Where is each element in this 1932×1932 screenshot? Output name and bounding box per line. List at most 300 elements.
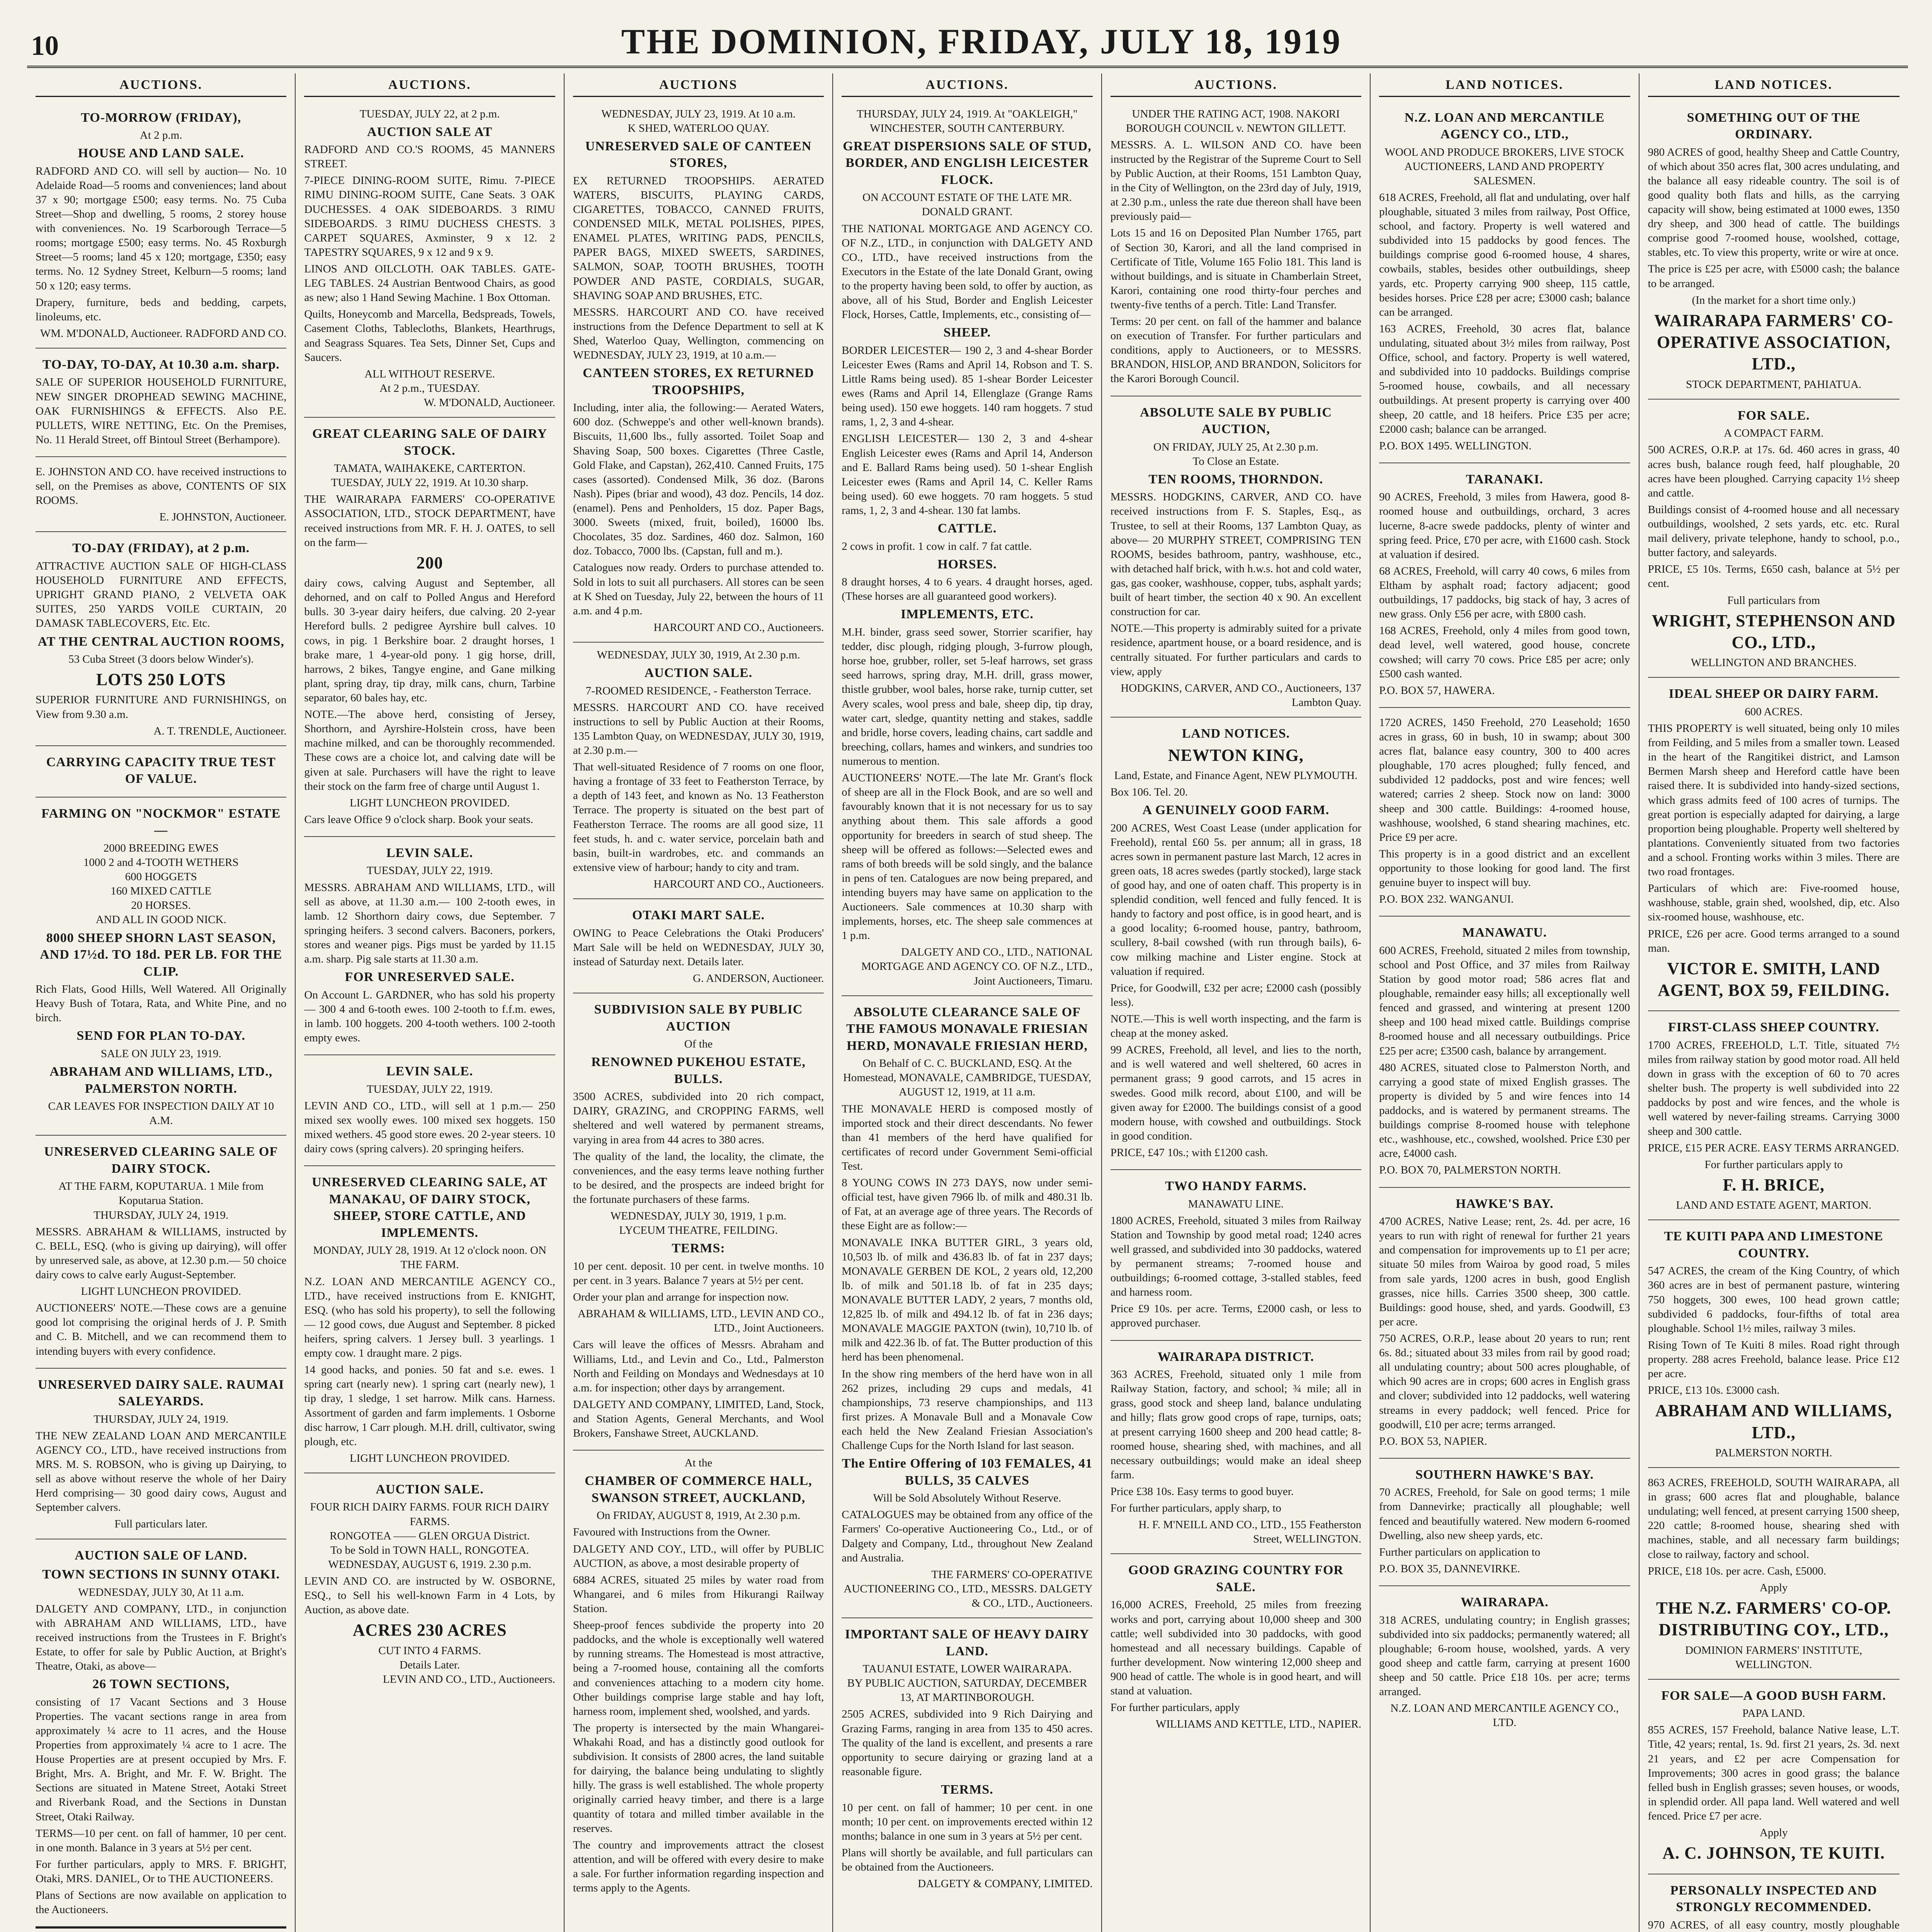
ad-headline: TO-DAY, TO-DAY, At 10.30 a.m. sharp. bbox=[42, 357, 280, 372]
ad-headline: Full particulars from bbox=[1727, 594, 1820, 607]
ad-body-text: 3500 ACRES, subdivided into 20 rich compact, DAIRY, GRAZING, and CROPPING FARMS, well sheltered and well watered by permanent streams, varying in area from 44 acres to 380 acres. bbox=[573, 1090, 824, 1146]
ad-headline: 20 HORSES. bbox=[131, 899, 191, 912]
ad-body-text: DALGETY AND COY., LTD., will offer by PUBLIC AUCTION, as above, a most desirable property of bbox=[573, 1543, 824, 1570]
ad-headline: THE N.Z. FARMERS' CO-OP. DISTRIBUTING COY., LTD., bbox=[1656, 1598, 1891, 1639]
ad-body-text: DALGETY AND COMPANY, LTD., in conjunction with ABRAHAM AND WILLIAMS, LTD., have received instructions from the Trustees in F. Bright's Estate, to offer for sale by Public Auction, at Bright's Theatre, Otaki, as above— bbox=[36, 1602, 287, 1673]
ad-headline: AT THE FARM, KOPUTARUA. 1 Mile from Koputarua Station. bbox=[58, 1180, 264, 1207]
ad-headline: THURSDAY, JULY 24, 1919. bbox=[94, 1209, 229, 1221]
ad-body-text: 618 ACRES, Freehold, all flat and undulating, over half ploughable, situated 3 miles from railway, Post Office, school, and factory. Property is well watered and subdivided into 15 paddocks by good fences. The buildings comprise good 6-roomed house, 4 shares, cowbails, stables, besides other outbuildings, sheep yards, etc. Property carrying 900 sheep, 115 cattle, besides horses. Price £28 per acre; £3000 cash; balance can be arranged. bbox=[1379, 191, 1630, 318]
advertisement bbox=[1111, 1554, 1361, 1738]
ad-headline: TO-DAY (FRIDAY), at 2 p.m. bbox=[72, 541, 250, 556]
ad-body-text: Lots 15 and 16 on Deposited Plan Number 1765, part of Section 30, Karori, and all the land comprised in Certificate of Title, Volume 165 Folio 181. This land is without buildings, and is situate in Chamberlain Street, Karori, containing one rood thirty-four perches and twenty-five tenths of a perch. Title: Land Transfer. bbox=[1110, 227, 1362, 311]
ad-body-text: dairy cows, calving August and September, all dehorned, and on calf to Polled Angus and Hereford bulls. 30 3-year dairy heifers, due calving. 20 2-year Hereford bulls. 2 pedigree Ayrshire bull calves. 10 cows, in pig. 1 Berkshire boar. 2 draught horses, 1 brake mare, 1 4-year-old pony. 1 gig horse, drill, harrows, 2 bikes, Tangye engine, and Gane milking plant, spring dray, tip dray, milk cans, churn, Tarbine separator, 60 bales hay, etc. bbox=[304, 577, 555, 704]
ad-headline: TERMS. bbox=[941, 1782, 993, 1797]
ad-body-text: P.O. BOX 57, HAWERA. bbox=[1379, 684, 1495, 697]
advertisement bbox=[304, 837, 555, 1055]
ad-body-text: SUPERIOR FURNITURE AND FURNISHINGS, on View from 9.30 a.m. bbox=[36, 694, 287, 721]
column-heading: AUCTIONS. bbox=[1111, 73, 1361, 97]
ad-headline: WELLINGTON AND BRANCHES. bbox=[1690, 656, 1857, 669]
ad-headline: OTAKI MART SALE. bbox=[632, 908, 765, 923]
ad-headline: FOR SALE. bbox=[1737, 408, 1810, 423]
ad-body-text: P.O. BOX 1495. WELLINGTON. bbox=[1379, 439, 1532, 452]
ad-body-text: PRICE, £18 10s. per acre. Cash, £5000. bbox=[1648, 1565, 1827, 1577]
ad-headline: ABSOLUTE CLEARANCE SALE OF THE FAMOUS MONAVALE FRIESIAN HERD, MONAVALE FRIESIAN HERD, bbox=[846, 1005, 1088, 1053]
ad-headline: Land, Estate, and Finance Agent, NEW PLYMOUTH. bbox=[1114, 769, 1358, 782]
ad-headline: CHAMBER OF COMMERCE HALL, SWANSON STREET, AUCKLAND, bbox=[585, 1474, 812, 1505]
ad-headline: MANAWATU. bbox=[1462, 925, 1547, 940]
ad-body-text: Particulars of which are: Five-roomed house, washhouse, stable, grain shed, woolshed, dip, etc. Also six-roomed house, washhouse, etc. bbox=[1648, 882, 1900, 923]
ad-headline: TUESDAY, JULY 22, 1919. At 10.30 sharp. bbox=[331, 476, 529, 489]
ad-headline: TE KUITI PAPA AND LIMESTONE COUNTRY. bbox=[1664, 1229, 1883, 1260]
column-4 bbox=[833, 73, 1102, 1932]
ad-headline: AUCTION SALE OF LAND. bbox=[75, 1548, 248, 1563]
ad-body-text: THE NATIONAL MORTGAGE AND AGENCY CO. OF N.Z., LTD., in conjunction with DALGETY AND CO., LTD., have received instructions from the Executors in the Estate of the late Donald Grant, owing to the property having been sold, to offer by auction, as above, all of his Stud, Border and English Leicester Flock, Horses, Cattle, Implements, etc., consisting of— bbox=[842, 222, 1093, 321]
ad-body-text: The property is intersected by the main Whangarei-Whakahi Road, and has a distinctly good outlook for subdivision. It consists of 2800 acres, the land suitable for dairying, the balance being undulating to slightly hilly. The grass is well established. The whole property originally carried heavy timber, and there is a large quantity of totara and milled timber available in the reserves. bbox=[573, 1721, 824, 1835]
advertisement bbox=[36, 1136, 286, 1368]
ad-headline: ABSOLUTE SALE BY PUBLIC AUCTION, bbox=[1139, 405, 1332, 437]
ad-headline: A GENUINELY GOOD FARM. bbox=[1142, 803, 1330, 818]
ad-headline: DOMINION FARMERS' INSTITUTE, WELLINGTON. bbox=[1685, 1644, 1862, 1671]
advertisement bbox=[36, 1369, 286, 1539]
ad-headline: To Close an Estate. bbox=[1192, 455, 1279, 468]
ad-headline: SOUTHERN HAWKE'S BAY. bbox=[1415, 1467, 1594, 1482]
ad-headline: ALL WITHOUT RESERVE. bbox=[364, 367, 495, 380]
ad-body-text: E. JOHNSTON AND CO. have received instructions to sell, on the Premises as above, CONTENTS OF SIX ROOMS. bbox=[36, 466, 287, 507]
advertisement bbox=[573, 899, 824, 993]
ad-body-text: 1720 ACRES, 1450 Freehold, 270 Leasehold; 1650 acres in grass, 60 in bush, 10 in swamp; about 300 acres flat, balance easy country, 300 to 400 acres ploughable, 170 acres ploughed; fully fenced, and subdivided 12 paddocks, post and wire fences; well watered; carries 2 sheep. Stock now on land: 3000 sheep and 300 cattle. Buildings: 4-roomed house, washhouse, woolshed, 6 stand shearing machines, etc. Price £9 per acre. bbox=[1379, 716, 1630, 844]
ad-body-text: LINOS AND OILCLOTH. OAK TABLES. GATE-LEG TABLES. 24 Austrian Bentwood Chairs, as good as new; also 1 Hand Sewing Machine. 1 Box Ottoman. bbox=[304, 263, 555, 304]
ad-body-text: NOTE.—The above herd, consisting of Jersey, Shorthorn, and Ayrshire-Holstein cross, have been machine milked, and can be thoroughly recommended. These cows are a choice lot, and calving date will be given at sale. Purchasers will have the right to leave their stock on the farm free of charge until August 1. bbox=[304, 708, 555, 793]
ad-headline: BY PUBLIC AUCTION, SATURDAY, DECEMBER 13, AT MARTINBOROUGH. bbox=[847, 1677, 1087, 1704]
ad-body-text: On Account L. GARDNER, who has sold his property— 300 4 and 6-tooth ewes. 100 2-tooth to f.f.m. ewes, in lamb. 100 hoggets. 200 4-tooth wethers. 100 2-tooth empty ewes. bbox=[304, 988, 555, 1044]
ad-headline: A COMPACT FARM. bbox=[1724, 427, 1824, 440]
ad-headline: FOR SALE—A GOOD BUSH FARM. bbox=[1661, 1688, 1886, 1703]
ad-signature: HODGKINS, CARVER, AND CO., Auctioneers, 137 Lambton Quay. bbox=[1121, 682, 1362, 709]
column-footer-notice bbox=[36, 1927, 286, 1932]
ad-headline: WEDNESDAY, JULY 30, At 11 a.m. bbox=[78, 1586, 244, 1599]
ad-body-text: Order your plan and arrange for inspection now. bbox=[573, 1291, 789, 1304]
ad-headline: TAUANUI ESTATE, LOWER WAIRARAPA. bbox=[862, 1663, 1072, 1675]
ad-body-text: 6884 ACRES, situated 25 miles by water road from Whangarei, and 6 miles from Hikurangi Railway Station. bbox=[573, 1573, 824, 1615]
ad-headline: FOR UNRESERVED SALE. bbox=[345, 970, 515, 985]
column-heading: AUCTIONS. bbox=[36, 73, 286, 97]
ad-body-text: In the show ring members of the herd have won in all 262 prizes, including 29 cups and medals, 41 championships, 73 reserve championships, and 113 first prizes. A Monavale Bull and a Monavale Cow each held the New Zealand Friesian Association's Challenge Cups for the North Island for last season. bbox=[842, 1367, 1093, 1452]
advertisement bbox=[304, 1055, 555, 1166]
ad-body-text: The quality of the land, the locality, the climate, the conveniences, and the easy terms leave nothing further to be desired, and the prospects are indeed bright for the fortunate purchasers of these farms. bbox=[573, 1150, 824, 1206]
ad-signature: G. ANDERSON, Auctioneer. bbox=[693, 972, 824, 985]
ad-body-text: Including, inter alia, the following:— Aerated Waters, 600 doz. (Schweppe's and other well-known brands). Biscuits, 11,600 lbs., fully assorted. Toilet Soap and Shaving Soap, 500 boxes. Cigarettes (Three Castle, Gold Flake, and Capstan), 262,410. Canned Fruits, 175 cases (assorted). Condensed Milk, 36 doz. (Barons Nash). Pipes (briar and wood), 43 doz. Pencils, 14 doz. (enamel). Pens and Penholders, 15 doz. Paper Bags, 3000. Sweets (mixed, fruit, boiled), 16000 lbs. Chocolates, 35 doz. Sardines, 460 doz. Salmon, 160 doz. Tobacco, 7000 lbs. (Capstan, full and m.). bbox=[573, 401, 824, 558]
ad-headline: TUESDAY, JULY 22, 1919. bbox=[366, 1083, 493, 1095]
ad-headline: At 2 p.m., TUESDAY. bbox=[379, 382, 480, 395]
ad-headline: 160 MIXED CATTLE bbox=[111, 885, 212, 898]
ad-headline: N.Z. LOAN AND MERCANTILE AGENCY CO., LTD., bbox=[1404, 110, 1605, 142]
ad-body-text: 2505 ACRES, subdivided into 9 Rich Dairying and Grazing Farms, ranging in area from 135 to 450 acres. The quality of the land is excellent, and presents a rare opportunity to secure dairying or grazing land at a reasonable figure. bbox=[842, 1708, 1093, 1778]
ad-headline: SUBDIVISION SALE BY PUBLIC AUCTION bbox=[594, 1002, 803, 1034]
ad-signature: ABRAHAM & WILLIAMS, LTD., LEVIN AND CO., LTD., Joint Auctioneers. bbox=[578, 1308, 824, 1335]
ad-body-text: Plans will shortly be available, and full particulars can be obtained from the Auctioneers. bbox=[842, 1846, 1093, 1873]
ad-headline: LOTS 250 LOTS bbox=[96, 670, 226, 689]
ad-body-text: 8 YOUNG COWS IN 273 DAYS, now under semi-official test, have given 7966 lb. of milk and 480.31 lb. of Fat, at an average age of three years. The Records of these Eight are as follow:— bbox=[842, 1177, 1093, 1232]
ad-headline: CANTEEN STORES, EX RETURNED TROOPSHIPS, bbox=[583, 366, 814, 397]
ad-headline: Details Later. bbox=[400, 1658, 460, 1671]
ad-headline: LAND NOTICES. bbox=[1182, 726, 1290, 741]
ad-headline: TEN ROOMS, THORNDON. bbox=[1148, 472, 1323, 486]
advertisement bbox=[1648, 1874, 1900, 1932]
ad-body-text: N.Z. LOAN AND MERCANTILE AGENCY CO., LTD., have received instructions from E. KNIGHT, ESQ. (who has sold his property), to sell the following— 12 good cows, due August and September. 8 picked heifers, spring calvers. 1 Jersey bull. 3 yearlings. 1 empty cow. 1 draught mare. 2 pigs. bbox=[304, 1275, 555, 1360]
column-6 bbox=[1371, 73, 1639, 1932]
ad-headline: GREAT DISPERSIONS SALE OF STUD, BORDER, AND ENGLISH LEICESTER FLOCK. bbox=[843, 139, 1092, 187]
ad-signature: WM. M'DONALD, Auctioneer. RADFORD AND CO. bbox=[40, 327, 287, 340]
ad-signature: HARCOURT AND CO., Auctioneers. bbox=[653, 878, 824, 891]
ad-body-text: RADFORD AND CO. will sell by auction— No. 10 Adelaide Road—5 rooms and conveniences; land about 37 x 90; mortgage £500; easy terms. No. 75 Cuba Street—Shop and dwelling, 5 rooms, 2 storey house with conveniences. No. 19 Scarborough Terrace—5 rooms; mortgage £500; easy terms. No. 45 Roxburgh Street—5 rooms; land 45 x 120; mortgage, £350; easy terms. No. 12 Sydney Street, Kelburn—5 rooms; land 50 x 120; easy terms. bbox=[36, 165, 287, 292]
ad-headline: 1000 2 and 4-TOOTH WETHERS bbox=[83, 856, 239, 869]
ad-headline: IMPLEMENTS, ETC. bbox=[901, 607, 1034, 622]
advertisement bbox=[36, 746, 286, 798]
ad-body-text: 600 ACRES, Freehold, situated 2 miles from township, school and Post Office, and 37 miles from Railway Station by good motor road; 586 acres flat and ploughable, remainder easy hills; all exceptionally well fenced and grassed, and wintering at present 1200 sheep and 100 head mixed cattle. Buildings comprise 8-roomed house and all necessary outbuildings. Price £25 per acre; £3500 cash, balance by arrangement. bbox=[1379, 944, 1630, 1057]
ad-body-text: 200 ACRES, West Coast Lease (under application for Freehold), rental £60 5s. per annum; all in grass, 18 acres sown in permanent pasture last March, 12 acres in green oats, 18 acres swedes (partly stocked), large stack of good hay, and one of oaten chaff. This property is in splendid condition, well fenced and fully fenced. It is handy to factory and post office, is in good heart, and is a good locality; 6-roomed house, pantry, bathroom, scullery, 8-bail cowshed (with run through bails), 6-cow milking machine and Lister engine. Stock at valuation if required. bbox=[1110, 821, 1362, 978]
column-7 bbox=[1639, 73, 1908, 1932]
ad-signature: W. M'DONALD, Auctioneer. bbox=[423, 396, 555, 409]
ad-body-text: MESSRS. ABRAHAM AND WILLIAMS, LTD., will sell as above, at 11.30 a.m.— 100 2-tooth ewes, in lamb. 12 Shorthorn dairy cows, due September. 7 springing heifers. 3 second calvers. Baconers, porkers, stores and weaner pigs. Pigs must be yarded by 11.15 a.m. sharp. Pig sale starts at 11.30 a.m. bbox=[304, 881, 555, 966]
advertisement bbox=[304, 418, 555, 837]
ad-headline: MONDAY, JULY 28, 1919. At 12 o'clock noon. ON THE FARM. bbox=[313, 1244, 547, 1271]
advertisement bbox=[1111, 396, 1361, 718]
column-5 bbox=[1102, 73, 1371, 1932]
ad-body-text: CATALOGUES may be obtained from any office of the Farmers' Co-operative Auctioneering Co., Ltd., or of Dalgety and Company, Ltd., throughout New Zealand and Australia. bbox=[842, 1509, 1093, 1564]
ad-body-text: Cars will leave the offices of Messrs. Abraham and Williams, Ltd., and Levin and Co., Ltd., Palmerston North and Feilding on Mondays and Wednesdays at 10 a.m. for inspection; other days by arrangement. bbox=[573, 1338, 824, 1394]
ad-headline: GOOD GRAZING COUNTRY FOR SALE. bbox=[1128, 1563, 1344, 1594]
ad-headline: RONGOTEA —— GLEN ORGUA District. bbox=[330, 1529, 530, 1542]
ad-headline: PERSONALLY INSPECTED AND STRONGLY RECOMMENDED. bbox=[1670, 1883, 1877, 1915]
advertisement bbox=[1379, 1586, 1630, 1737]
advertisement bbox=[36, 798, 286, 1136]
advertisement bbox=[842, 996, 1092, 1618]
ad-headline: To be Sold in TOWN HALL, RONGOTEA. WEDNESDAY, AUGUST 6, 1919. 2.30 p.m. bbox=[328, 1544, 531, 1571]
column-heading: LAND NOTICES. bbox=[1379, 73, 1630, 97]
ad-headline: THURSDAY, JULY 24, 1919. At "OAKLEIGH," WINCHESTER, SOUTH CANTERBURY. bbox=[857, 107, 1078, 134]
ad-body-text: 2 cows in profit. 1 cow in calf. 7 fat cattle. bbox=[842, 540, 1032, 553]
ad-headline: LEVIN SALE. bbox=[386, 1064, 473, 1079]
ad-headline: IDEAL SHEEP OR DAIRY FARM. bbox=[1668, 687, 1879, 701]
ad-headline: TUESDAY, JULY 22, 1919. bbox=[366, 864, 493, 877]
ad-headline: For further particulars apply to bbox=[1704, 1158, 1843, 1171]
advertisement bbox=[842, 1618, 1092, 1898]
ad-headline: 26 TOWN SECTIONS, bbox=[92, 1677, 230, 1692]
ad-body-text: THE NEW ZEALAND LOAN AND MERCANTILE AGENCY CO., LTD., have received instructions from MRS. M. S. ROBSON, who is giving up Dairying, to sell as above without reserve the whole of her Dairy Herd comprising— 30 good dairy cows, August and September calvers. bbox=[36, 1429, 287, 1514]
ad-body-text: MESSRS. HARCOURT AND CO. have received instructions from the Defence Department to sell at K Shed, Waterloo Quay, Wellington, commencing on WEDNESDAY, JULY 23, 1919, at 10 a.m.— bbox=[573, 306, 824, 362]
ad-headline: UNRESERVED SALE OF CANTEEN STORES, bbox=[585, 139, 812, 170]
ad-body-text: 4700 ACRES, Native Lease; rent, 2s. 4d. per acre, 16 years to run with right of renewal for further 21 years and compensation for improvements up to £1 per acre; situate 50 miles from Wairoa by good road, 5 miles from sale yards, 1200 acres in bush, good English grasses, nice hills. Carries 3500 sheep, 300 cattle. Buildings: good house, shed, and yards. Goodwill, £3 per acre. bbox=[1379, 1215, 1630, 1328]
ad-body-text: MESSRS. HARCOURT AND CO. have received instructions to sell by Public Auction at their Rooms, 135 Lambton Quay, on WEDNESDAY, JULY 30, 1919, at 2.30 p.m.— bbox=[573, 701, 824, 757]
ad-body-text: MONAVALE INKA BUTTER GIRL, 3 years old, 10,503 lb. of milk and 436.83 lb. of fat in 237 days; MONAVALE GERBEN DE KOL, 2 years old, 12,200 lb. of milk and 501.18 lb. of fat in 235 days; MONAVALE BUTTER LADY, 2 years, 7 months old, 12,825 lb. of milk and 494.12 lb. of fat in 236 days; MONAVALE MAGGIE PAXTON (twin), 10,710 lb. of milk and 422.36 lb. of fat. The Butter production of this herd has been phenomenal. bbox=[842, 1236, 1093, 1364]
ad-body-text: 163 ACRES, Freehold, 30 acres flat, balance undulating, situated about 3½ miles from railway, Post Office, school, and factory. Property is well watered, and subdivided into 10 paddocks. Buildings comprise 5-roomed house, cowbails, and all necessary outbuildings. At present property is carrying over 400 sheep, 20 cattle, and 18 heifers. Price £35 per acre; £2000 cash; balance can be arranged. bbox=[1379, 322, 1630, 435]
ad-body-text: ENGLISH LEICESTER— 130 2, 3 and 4-shear English Leicester ewes (Rams and April 14, Anderson and E. Ballard Rams being used). 50 1-shear English Leicester ewes (Rams and April 14, C. Keller Rams being used). 60 ewe hoggets. 70 ram hoggets. 5 stud rams, 1, 2, 3 and 4-shear. 130 fat lambs. bbox=[842, 432, 1093, 517]
ad-body-text: OWING to Peace Celebrations the Otaki Producers' Mart Sale will be held on WEDNESDAY, JULY 30, instead of Saturday next. Details later. bbox=[573, 927, 824, 968]
ad-body-text: 855 ACRES, 157 Freehold, balance Native lease, L.T. Title, 42 years; rental, 1s. 9d. first 21 years, 2s. 3d. next 21 years, and £2 per acre Compensation for Improvements; 300 acres in good grass; the balance felled bush in English grasses; seven houses, or woods, in splendid order. All papa land. Well watered and well fenced. Price £7 per acre. bbox=[1648, 1724, 1900, 1823]
ad-body-text: 68 ACRES, Freehold, will carry 40 cows, 6 miles from Eltham by asphalt road; factory adjacent; good outbuildings, 17 paddocks, big stack of hay, 3 acres of new grass. Only £56 per acre, with £800 cash. bbox=[1379, 565, 1630, 621]
ad-headline: LIGHT LUNCHEON PROVIDED. bbox=[349, 796, 510, 809]
ad-headline: FARMING ON "NOCKMOR" ESTATE— bbox=[41, 806, 281, 838]
ad-body-text: P.O. BOX 53, NAPIER. bbox=[1379, 1435, 1487, 1447]
ad-headline: WAIRARAPA. bbox=[1461, 1595, 1549, 1610]
ad-headline: CATTLE. bbox=[937, 521, 997, 536]
advertisement bbox=[1379, 1188, 1630, 1459]
ad-headline: AUCTION SALE. bbox=[644, 666, 753, 680]
ad-headline: CAR LEAVES FOR INSPECTION DAILY AT 10 A.M. bbox=[48, 1100, 274, 1127]
ad-body-text: PRICE, £5 10s. Terms, £650 cash, balance at 5½ per cent. bbox=[1648, 563, 1900, 590]
ad-body-text: AUCTIONEERS' NOTE.—The late Mr. Grant's flock of sheep are all in the Flock Book, and are so well and favourably known that it is not necessary for us to say anything about them. This sale affords a good opportunity for breeders in search of stud sheep. The sheep will be offered as follows:—Selected ewes and rams of both breeds will be sold singly, and the balance in pens of ten. Catalogues are now being prepared, and intending buyers may have same on application to the Auctioneers. Sale commences at 10.30 sharp with implements, horses, etc. The sheep sale commences at 1 p.m. bbox=[842, 772, 1093, 942]
ad-body-text: Drapery, furniture, beds and bedding, carpets, linoleums, etc. bbox=[36, 296, 287, 323]
ad-body-text: Rising Town of Te Kuiti 8 miles. Road right through property. 288 acres Freehold, balance lease. Price £12 per acre. bbox=[1648, 1338, 1900, 1380]
ad-body-text: Plans of Sections are now available on application to the Auctioneers. bbox=[36, 1889, 287, 1916]
ad-body-text: Catalogues now ready. Orders to purchase attended to. Sold in lots to suit all purchasers. All stores can be seen at K Shed on Tuesday, July 22, between the hours of 11 a.m. and 4 p.m. bbox=[573, 561, 824, 617]
ad-body-text: THE WAIRARAPA FARMERS' CO-OPERATIVE ASSOCIATION, LTD., STOCK DEPARTMENT, have received instructions from MR. F. H. J. OATES, to sell on the farm— bbox=[304, 493, 555, 549]
advertisement bbox=[1379, 917, 1630, 1187]
ad-headline: 2000 BREEDING EWES bbox=[103, 842, 219, 854]
advertisement bbox=[1648, 102, 1900, 400]
ad-headline: 600 HOGGETS bbox=[125, 871, 197, 883]
ad-body-text: Favoured with Instructions from the Owner. bbox=[573, 1526, 770, 1539]
ad-signature: WILLIAMS AND KETTLE, LTD., NAPIER. bbox=[1155, 1718, 1362, 1731]
ad-body-text: 750 ACRES, O.R.P., lease about 20 years to run; rent 6s. 8d.; situated about 33 miles from rail by good road; all undulating country; about 500 acres ploughable, of which 90 acres are in crops; 600 acres in English grass and clover; subdivided into 12 paddocks, well watering streams in every paddock; well fenced. Price for goodwill, £10 per acre; terms arranged. bbox=[1379, 1332, 1630, 1431]
ad-headline: FOUR RICH DAIRY FARMS. FOUR RICH DAIRY FARMS. bbox=[310, 1501, 549, 1528]
column-2 bbox=[296, 73, 564, 1932]
ad-headline: STOCK DEPARTMENT, PAHIATUA. bbox=[1686, 378, 1862, 391]
ad-headline: Will be Sold Absolutely Without Reserve. bbox=[873, 1492, 1061, 1505]
advertisement bbox=[304, 1473, 555, 1694]
ad-headline: TAMATA, WAIHAKEKE, CARTERTON. bbox=[334, 462, 526, 475]
advertisement bbox=[36, 102, 286, 349]
ad-headline: LIGHT LUNCHEON PROVIDED. bbox=[81, 1285, 241, 1298]
ad-headline: IMPORTANT SALE OF HEAVY DAIRY LAND. bbox=[845, 1627, 1090, 1658]
advertisement bbox=[1111, 1341, 1361, 1554]
advertisement bbox=[1648, 400, 1900, 678]
ad-body-text: consisting of 17 Vacant Sections and 3 House Properties. The vacant sections range in area from approximately ¼ acre to 11 acres, and the House Properties from approximately ¼ acre to 1 acre. The House Properties are at present occupied by Mrs. F. Bright, Mrs. A. Bright, and Mr. F. W. Bright. The Sections are situated in Matene Street, Aotaki Street and Riverbank Road, and the Sections in Dunstan Street, Otaki Railway. bbox=[36, 1696, 287, 1823]
ad-body-text: 168 ACRES, Freehold, only 4 miles from good town, dead level, well watered, good house, concrete cowshed; will carry 70 cows. Price £85 per acre; only £500 cash wanted. bbox=[1379, 624, 1630, 680]
ad-headline: Of the bbox=[684, 1038, 713, 1051]
ad-headline: ON FRIDAY, JULY 25, At 2.30 p.m. bbox=[1153, 440, 1318, 453]
ad-signature: H. F. M'NEILL AND CO., LTD., 155 Featherston Street, WELLINGTON. bbox=[1138, 1519, 1362, 1546]
ad-headline: 600 ACRES. bbox=[1745, 705, 1803, 718]
ad-body-text: 547 ACRES, the cream of the King Country, of which 360 acres are in best of permanent pasture, wintering 750 hoggets, 300 ewes, 100 head grown cattle; subdivided 6 paddocks, four-fifths of total area ploughable. School 1½ miles, railway 3 miles. bbox=[1648, 1265, 1900, 1335]
ad-body-text: P.O. BOX 70, PALMERSTON NORTH. bbox=[1379, 1164, 1561, 1177]
ad-body-text: BORDER LEICESTER— 190 2, 3 and 4-shear Border Leicester Ewes (Rams and April 14, Robson and T. S. Little Rams being used). 85 1-shear Border Leicester ewes (Rams and April 14, Ellenglaze (Grange Rams being used). 150 ewe hoggets. 140 ram hoggets. 7 stud rams, 1, 2, 3 and 4-shear. bbox=[842, 344, 1093, 429]
ad-body-text: Box 106. Tel. 20. bbox=[1110, 786, 1188, 798]
ad-headline: UNRESERVED CLEARING SALE OF DAIRY STOCK. bbox=[44, 1145, 278, 1176]
ad-body-text: 70 ACRES, Freehold, for Sale on good terms; 1 mile from Dannevirke; practically all ploughable; well fenced and beautifully watered. New modern 6-roomed Dwelling, also new sheep yards, etc. bbox=[1379, 1486, 1630, 1542]
ad-headline: 53 Cuba Street (3 doors below Winder's). bbox=[68, 653, 254, 666]
ad-body-text: This property is in a good district and an excellent opportunity to those looking for good land. The first genuine buyer to inspect will buy. bbox=[1379, 847, 1630, 889]
ad-headline: (In the market for a short time only.) bbox=[1692, 294, 1855, 306]
ad-headline: TUESDAY, JULY 22, at 2 p.m. bbox=[359, 107, 500, 120]
ad-headline: THURSDAY, JULY 24, 1919. bbox=[94, 1413, 229, 1425]
ad-body-text: 863 ACRES, FREEHOLD, SOUTH WAIRARAPA, all in grass; 600 acres flat and ploughable, balance undulating; well fenced, at present carrying 1500 sheep, 220 cattle; 8-roomed house, shearing shed with machines, stable, and all necessary farm buildings; close to railway, factory and school. bbox=[1648, 1476, 1900, 1561]
advertisement bbox=[1111, 102, 1361, 396]
ad-headline: TARANAKI. bbox=[1466, 472, 1543, 486]
ad-body-text: RADFORD AND CO.'S ROOMS, 45 MANNERS STREET. bbox=[304, 143, 555, 170]
ad-headline: 8000 SHEEP SHORN LAST SEASON, AND 17½d. TO 18d. PER LB. FOR THE CLIP. bbox=[40, 930, 282, 979]
ad-body-text: PRICE, £26 per acre. Good terms arranged to a sound man. bbox=[1648, 927, 1900, 954]
advertisement bbox=[1648, 1220, 1900, 1468]
ad-headline: SEND FOR PLAN TO-DAY. bbox=[77, 1029, 246, 1043]
ad-headline: N.Z. LOAN AND MERCANTILE AGENCY CO., LTD. bbox=[1390, 1702, 1619, 1729]
ad-body-text: DALGETY AND COMPANY, LIMITED, Land, Stock, and Station Agents, General Merchants, and Wool Brokers, Fanshawe Street, AUCKLAND. bbox=[573, 1398, 824, 1440]
ad-headline: PAPA LAND. bbox=[1742, 1707, 1805, 1720]
advertisement bbox=[1379, 708, 1630, 917]
ad-headline: 200 bbox=[416, 553, 443, 572]
ad-headline: HAWKE'S BAY. bbox=[1456, 1196, 1554, 1211]
ad-body-text: For further particulars, apply sharp, to bbox=[1110, 1502, 1281, 1515]
ad-body-text: Sheep-proof fences subdivide the property into 20 paddocks, and the whole is exceptionally well watered by running streams. The Homestead is most attractive, being a 7-roomed house, containing all the comforts and conveniences attaching to a modern city home. Other buildings comprise large stable and hay loft, harness room, implement shed, woolshed, and yards. bbox=[573, 1619, 824, 1718]
ad-headline: Apply bbox=[1760, 1827, 1788, 1839]
ad-headline: K SHED, WATERLOO QUAY. bbox=[628, 122, 769, 134]
column-1 bbox=[27, 73, 296, 1932]
advertisement bbox=[1648, 678, 1900, 1011]
advertisement bbox=[36, 532, 286, 746]
advertisement bbox=[573, 1451, 824, 1905]
ad-headline: TO-MORROW (FRIDAY), bbox=[81, 110, 242, 125]
ad-body-text: NOTE.—This is well worth inspecting, and the farm is cheap at the money asked. bbox=[1110, 1012, 1362, 1040]
ad-body-text: AUCTIONEERS' NOTE.—These cows are a genuine good lot comprising the original herds of J. P. Smith and C. B. Mitchell, and we can recommend them to intending buyers with every confidence. bbox=[36, 1302, 287, 1357]
ad-headline: WEDNESDAY, JULY 23, 1919. At 10 a.m. bbox=[601, 107, 796, 120]
ad-body-text: LEVIN AND CO. are instructed by W. OSBORNE, ESQ., to Sell his well-known Farm in 4 Lots, by Auction, as above date. bbox=[304, 1575, 555, 1616]
ad-signature: E. JOHNSTON, Auctioneer. bbox=[159, 511, 287, 524]
ad-body-text: SALE OF SUPERIOR HOUSEHOLD FURNITURE, NEW SINGER DROPHEAD SEWING MACHINE, OAK FURNISHINGS & EFFECTS. Also P.E. PULLETS, WIRE NETTING, Etc. On the Premises, No. 11 Herald Street, off Bintoul Street (Berhampore). bbox=[36, 376, 287, 446]
ad-signature: THE FARMERS' CO-OPERATIVE AUCTIONEERING CO., LTD., MESSRS. DALGETY & CO., LTD., Auctioneers. bbox=[844, 1568, 1093, 1609]
ad-body-text: Price £38 10s. Easy terms to good buyer. bbox=[1110, 1485, 1294, 1498]
ad-body-text: PRICE, £15 PER ACRE. EASY TERMS ARRANGED. bbox=[1648, 1141, 1899, 1154]
ad-body-text: MESSRS. HODGKINS, CARVER, AND CO. have received instructions from F. S. Staples, Esq., as Trustee, to sell at their Rooms, 137 Lambton Quay, as above— 20 MURPHY STREET, COMPRISING TEN ROOMS, besides bathroom, pantry, washhouse, etc., with detached half brick, with h.w.s. hot and cold water, gas, gas cooker, washhouse, copper, tubs, asphalt yards; built of heart timber, the section 40 x 90. An excellent construction for car. bbox=[1110, 491, 1362, 618]
ad-headline: On Behalf of C. C. BUCKLAND, ESQ. At the Homestead, MONAVALE, CAMBRIDGE, TUESDAY, AUGUST 12, 1919, at 11 a.m. bbox=[843, 1057, 1092, 1099]
ad-headline: GREAT CLEARING SALE OF DAIRY STOCK. bbox=[312, 427, 548, 458]
column-heading: AUCTIONS bbox=[573, 73, 824, 97]
advertisement bbox=[304, 1166, 555, 1473]
ad-headline: SHEEP. bbox=[943, 325, 991, 340]
ad-body-text: M.H. binder, grass seed sower, Storrier scarifier, hay tedder, disc plough, ridging plough, 3-furrow plough, horse hoe, grubber, roller, set 5-leaf harrows, set grass seed harrows, spring dray, M.H. drill, grass mower, thistle grubber, wool bales, horse rake, turnip cutter, set Avery scales, wool press and bale, sheep dip, tip dray, water cart, sledge, quantity netting and stakes, saddle and bridle, horse covers, leading chains, cart saddle and breeching, collars, hames and winkers, and sundries too numerous to mention. bbox=[842, 626, 1093, 767]
ad-headline: The Entire Offering of 103 FEMALES, 41 BULLS, 35 CALVES bbox=[842, 1456, 1093, 1488]
advertisement bbox=[1648, 1680, 1900, 1874]
column-heading: LAND NOTICES. bbox=[1648, 73, 1900, 97]
ad-headline: LIGHT LUNCHEON PROVIDED. bbox=[349, 1452, 510, 1464]
ad-signature: DALGETY & COMPANY, LIMITED. bbox=[918, 1878, 1093, 1890]
advertisement bbox=[1379, 463, 1630, 708]
masthead bbox=[27, 15, 1908, 68]
ad-body-text: THE MONAVALE HERD is composed mostly of imported stock and their direct descendants. No fewer than 41 members of the herd have qualified for certificates of record under Government Semi-official Test. bbox=[842, 1102, 1093, 1173]
advertisement bbox=[36, 1539, 286, 1927]
ad-headline: ACRES 230 ACRES bbox=[352, 1621, 507, 1640]
ad-headline: SALE ON JULY 23, 1919. bbox=[100, 1047, 221, 1060]
ad-headline: ABRAHAM AND WILLIAMS, LTD., bbox=[1655, 1401, 1892, 1442]
ad-body-text: For further particulars, apply to MRS. F. BRIGHT, Otaki, MRS. DANIEL, Or to THE AUCTIONEERS. bbox=[36, 1858, 287, 1885]
column-3 bbox=[565, 73, 833, 1932]
ad-body-text: Cars leave Office 9 o'clock sharp. Book your seats. bbox=[304, 813, 533, 826]
ad-headline: On FRIDAY, AUGUST 8, 1919, At 2.30 p.m. bbox=[596, 1509, 801, 1522]
ad-body-text: For further particulars, apply bbox=[1110, 1701, 1240, 1714]
page-number: 10 bbox=[31, 30, 59, 61]
ad-headline: AUCTION SALE AT bbox=[367, 124, 493, 139]
ad-signature: LEVIN AND CO., LTD., Auctioneers. bbox=[383, 1673, 555, 1685]
ad-headline: NEWTON KING, bbox=[1168, 745, 1304, 765]
ad-body-text: Rich Flats, Good Hills, Well Watered. All Originally Heavy Bush of Totara, Rata, and White Pine, and no birch. bbox=[36, 983, 287, 1024]
advertisement bbox=[36, 457, 286, 532]
ad-headline: PALMERSTON NORTH. bbox=[1715, 1446, 1832, 1459]
ad-headline: LAND AND ESTATE AGENT, MARTON. bbox=[1676, 1199, 1872, 1212]
ad-body-text: PRICE, £13 10s. £3000 cash. bbox=[1648, 1384, 1780, 1397]
advertisement bbox=[304, 102, 555, 418]
advertisement bbox=[573, 993, 824, 1451]
ad-signature: DALGETY AND CO., LTD., NATIONAL MORTGAGE AND AGENCY CO. OF N.Z., LTD., Joint Auctioneers, Timaru. bbox=[861, 946, 1093, 987]
advertisement bbox=[573, 102, 824, 643]
ad-headline: TWO HANDY FARMS. bbox=[1165, 1179, 1307, 1194]
column-heading: AUCTIONS. bbox=[842, 73, 1092, 97]
ad-body-text: Quilts, Honeycomb and Marcella, Bedspreads, Towels, Casement Cloths, Tablecloths, Blankets, Hearthrugs, and Seagrass Squares. Tea Sets, Dinner Set, Cups and Saucers. bbox=[304, 308, 555, 364]
ad-body-text: THIS PROPERTY is well situated, being only 10 miles from Feilding, and 5 miles from a smaller town. Leased in the heart of the Rangitikei district, and Lamson Bermen Marsh sheep and Hereford cattle have been raised there. It is subdivided into handy-sized sections, which grass admits feed of 100 acres of turnips. The great portion is especially adapted for dairying, a large proportion being ploughable. Property well sheltered by plantations. Conveniently situated from two factories and a school. Fronting works within 3 miles. There are two road frontages. bbox=[1648, 722, 1900, 878]
ad-body-text: LEVIN AND CO., LTD., will sell at 1 p.m.— 250 mixed sex woolly ewes. 100 mixed sex hoggets. 150 mixed wethers. 45 good store ewes. 20 2-year steers. 10 dairy cows (spring calvers). 20 springing heifers. bbox=[304, 1099, 555, 1155]
ad-headline: HOUSE AND LAND SALE. bbox=[78, 146, 244, 161]
ad-headline: ON ACCOUNT ESTATE OF THE LATE MR. DONALD GRANT. bbox=[862, 191, 1072, 218]
ad-headline: WOOL AND PRODUCE BROKERS, LIVE STOCK AUCTIONEERS, LAND AND PROPERTY SALESMEN. bbox=[1384, 146, 1625, 187]
advertisement bbox=[1379, 102, 1630, 463]
ad-signature: HARCOURT AND CO., Auctioneers. bbox=[653, 621, 824, 634]
ad-body-text: TERMS—10 per cent. on fall of hammer, 10 per cent. in one month. Balance in 3 years at 5½ per cent. bbox=[36, 1827, 287, 1854]
ad-body-text: 14 good hacks, and ponies. 50 fat and s.e. ewes. 1 spring cart (nearly new). 1 spring cart (nearly new), 1 tip dray, 1 sledge, 1 set harrow. Milk cans. Harness. Assortment of garden and farm implements. 1 Osborne disc harrow, 1 Carr plough. M.H. drill, cultivator, swing plough, etc. bbox=[304, 1364, 555, 1448]
column-grid bbox=[27, 73, 1908, 1932]
ad-body-text: Buildings consist of 4-roomed house and all necessary outbuildings, woolshed, 2 sets yards, etc. etc. Rural mail delivery, private telephone, handy to school, p.o., butter factory, and saleyards. bbox=[1648, 503, 1900, 559]
ad-headline: Full particulars later. bbox=[114, 1518, 208, 1531]
ad-headline: A. C. JOHNSON, TE KUITI. bbox=[1662, 1844, 1885, 1863]
ad-headline: VICTOR E. SMITH, LAND AGENT, BOX 59, FEILDING. bbox=[1658, 959, 1890, 1000]
ad-headline: WAIRARAPA DISTRICT. bbox=[1157, 1349, 1314, 1364]
ad-headline: WEDNESDAY, JULY 30, 1919, At 2.30 p.m. bbox=[597, 648, 800, 661]
ad-headline: AUCTION SALE. bbox=[376, 1482, 484, 1497]
ad-headline: At 2 p.m. bbox=[139, 129, 182, 142]
ad-body-text: 318 ACRES, undulating country; in English grasses; subdivided into six paddocks; permanently watered; all ploughable; 6-room house, woolshed, yards. A very good sheep and cattle farm, carrying at present 1600 sheep and 50 cattle. Price £18 10s. per acre; terms arranged. bbox=[1379, 1614, 1630, 1698]
ad-body-text: 980 ACRES of good, healthy Sheep and Cattle Country, of which about 350 acres flat, 300 acres undulating, and the balance all easy rideable country. The soil is of good quality both flats and hills, as the carrying capacity will show, being estimated at 1000 ewes, 1350 dry sheep, and 300 head of cattle. The buildings comprise good 7-roomed house, woolshed, cottage, stables, etc. To view this property, write or wire at once. bbox=[1648, 146, 1900, 259]
ad-headline: AND ALL IN GOOD NICK. bbox=[95, 913, 226, 926]
ad-headline: WEDNESDAY, JULY 30, 1919, 1 p.m. bbox=[610, 1210, 787, 1223]
ad-headline: HORSES. bbox=[937, 557, 997, 571]
ad-body-text: NOTE.—This property is admirably suited for a private residence, apartment house, or a board residence, and is centrally situated. For further particulars and cards to view, apply bbox=[1110, 622, 1362, 678]
ad-body-text: 970 ACRES, of all easy country, mostly ploughable bbox=[1648, 1918, 1900, 1931]
advertisement bbox=[1379, 1459, 1630, 1586]
ad-body-text: 16,000 ACRES, Freehold, 25 miles from freezing works and port, carrying about 10,000 sheep and 300 cattle; well subdivided into 30 paddocks, with good homestead and all necessary buildings. Capable of further development. Now wintering 12,000 sheep and 900 head of cattle. The whole is in good heart, and will stand at valuation. bbox=[1110, 1599, 1362, 1697]
ad-headline: At the bbox=[684, 1457, 713, 1469]
ad-body-text: 10 per cent. deposit. 10 per cent. in twelve months. 10 per cent. in 3 years. Balance 7 years at 5½ per cent. bbox=[573, 1260, 824, 1287]
column-heading: AUCTIONS. bbox=[304, 73, 555, 97]
ad-body-text: MESSRS. A. L. WILSON AND CO. have been instructed by the Registrar of the Supreme Court to Sell by Public Auction, at their Rooms, 151 Lambton Quay, in the City of Wellington, on the 23rd day of July, 1919, at 2.30 p.m., unless the rate due thereon shall have been previously paid— bbox=[1110, 138, 1362, 223]
advertisement bbox=[1111, 1170, 1361, 1341]
ad-body-text: 480 ACRES, situated close to Palmerston North, and carrying a good state of mixed English grasses. The property is divided by 5 and wire fences into 14 paddocks, and is watered by permanent streams. The buildings comprise 8-roomed house with telephone etc., washhouse, etc., cowshed, woolshed. Price £30 per acre, £4000 cash. bbox=[1379, 1061, 1630, 1160]
ad-body-text: P.O. BOX 232. WANGANUI. bbox=[1379, 893, 1514, 906]
ad-headline: AT THE CENTRAL AUCTION ROOMS, bbox=[37, 634, 284, 649]
ad-headline: UNRESERVED DAIRY SALE. RAUMAI SALEYARDS. bbox=[38, 1377, 284, 1409]
ad-headline: TERMS: bbox=[672, 1241, 725, 1256]
ad-headline: TOWN SECTIONS IN SUNNY OTAKI. bbox=[42, 1567, 280, 1582]
ad-body-text: MESSRS. ABRAHAM & WILLIAMS, instructed by C. BELL, ESQ. (who is giving up dairying), will offer by unreserved sale, as above, at 12.30 p.m.— 50 choice dairy cows to calve early August-September. bbox=[36, 1225, 287, 1281]
ad-body-text: Price, for Goodwill, £32 per acre; £2000 cash (possibly less). bbox=[1110, 981, 1362, 1009]
ad-body-text: 1800 ACRES, Freehold, situated 3 miles from Railway Station and Township by good metal road; 1240 acres well grassed, and subdivided into 30 paddocks, watered by permanent streams; 7-roomed house and outbuildings; 6-roomed cottage, 3-stalled stables, feed and harness room. bbox=[1110, 1214, 1362, 1299]
ad-headline: WAIRARAPA FARMERS' CO-OPERATIVE ASSOCIATION, LTD., bbox=[1654, 311, 1893, 374]
ad-body-text: PRICE, £47 10s.; with £1200 cash. bbox=[1110, 1146, 1268, 1159]
ad-body-text: Price £9 10s. per acre. Terms, £2000 cash, or less to approved purchaser. bbox=[1110, 1303, 1362, 1330]
ad-body-text: ATTRACTIVE AUCTION SALE OF HIGH-CLASS HOUSEHOLD FURNITURE AND EFFECTS, UPRIGHT GRAND PIANO, 2 VELVETA OAK SUITES, 250 YARDS VOILE CURTAIN, 20 DAMASK TABLECOVERS, Etc. Etc. bbox=[36, 560, 287, 630]
ad-body-text: P.O. BOX 35, DANNEVIRKE. bbox=[1379, 1562, 1520, 1575]
ad-headline: Apply bbox=[1760, 1581, 1788, 1594]
ad-body-text: The country and improvements attract the closest attention, and will be offered with every desire to make a sale. For further information regarding inspection and terms apply to the Agents. bbox=[573, 1838, 824, 1895]
ad-body-text: EX RETURNED TROOPSHIPS. AERATED WATERS, BISCUITS, PLAYING CARDS, CIGARETTES, TOBACCO, CANNED FRUITS, CONDENSED MILK, METAL POLISHES, PIPES, ENAMEL PLATES, WRITING PADS, PENCILS, PAPER BAGS, MIXED SWEETS, SARDINES, SALMON, SOAP, TOOTH BRUSHES, TOOTH POWDER AND PASTE, CORDIALS, SUGAR, SHAVING SOAP AND BRUSHES, ETC. bbox=[573, 174, 824, 302]
ad-headline: ABRAHAM AND WILLIAMS, LTD., PALMERSTON NORTH. bbox=[49, 1065, 273, 1096]
ad-body-text: 8 draught horses, 4 to 6 years. 4 draught horses, aged. (These horses are all guaranteed good workers). bbox=[842, 576, 1093, 603]
